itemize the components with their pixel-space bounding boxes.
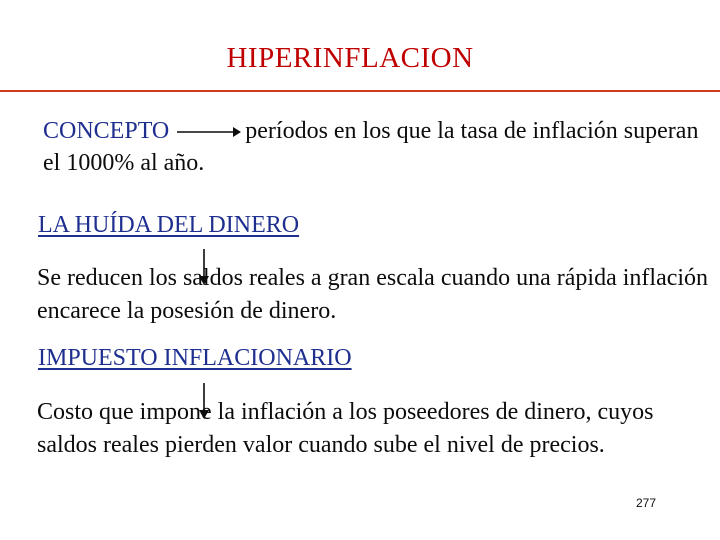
section-heading-impuesto-inflacionario: IMPUESTO INFLACIONARIO: [38, 345, 352, 371]
page-number: 277: [636, 496, 657, 510]
section-heading-huida-del-dinero: LA HUÍDA DEL DINERO: [38, 212, 300, 238]
slide-title: HIPERINFLACION: [226, 42, 474, 74]
section-body-huida-del-dinero: Se reducen los saldos reales a gran escala cuando una rápida inflación encarece la posesión de dinero.: [37, 265, 709, 324]
concept-definition: períodos en los que la tasa de inflación superan el 1000% al año.: [43, 118, 699, 176]
title-divider: [0, 90, 720, 92]
concept-label: CONCEPTO: [43, 118, 170, 144]
concept-block: [43, 115, 713, 179]
section-body-impuesto-inflacionario: Costo que impone la inflación a los poseedores de dinero, cuyos saldos reales pierden valor cuando sube el nivel de precios.: [37, 399, 654, 458]
right-arrow-icon: [177, 125, 241, 139]
